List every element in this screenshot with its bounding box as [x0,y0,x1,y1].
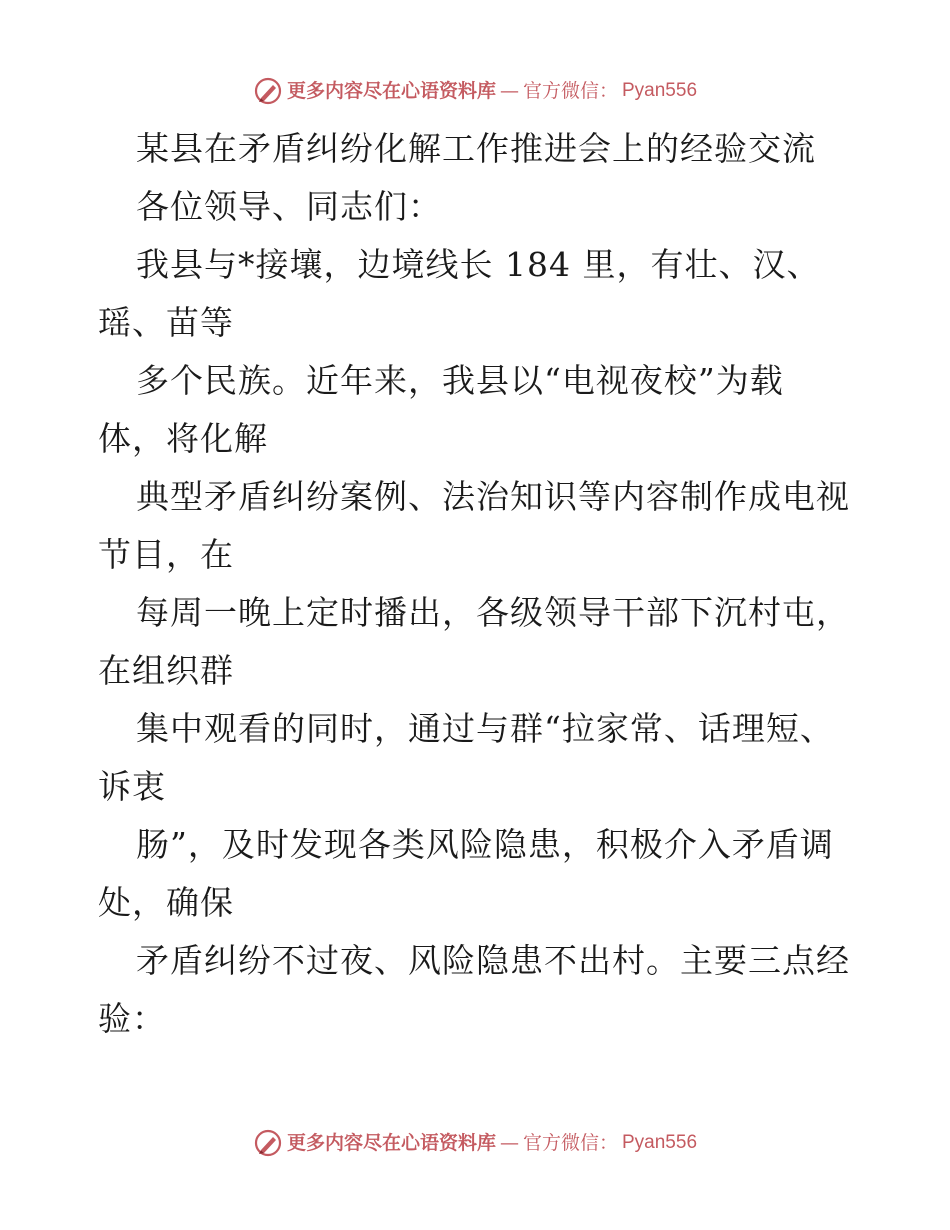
body-line: 多个民族。近年来，我县以“电视夜校”为载 [136,361,784,400]
body-line: 体，将化解 [98,419,268,458]
watermark-wechat-id: Pyan556 [622,1132,698,1153]
body-line: 集中观看的同时，通过与群“拉家常、话理短、 [136,709,834,748]
watermark-main-text: 更多内容尽在心语资料库 [286,80,496,102]
body-line: 我县与*接壤，边境线长 184 里，有壮、汉、 [136,245,821,284]
body-line: 矛盾纠纷不过夜、风险隐患不出村。主要三点经 [136,941,850,980]
body-line: 处，确保 [98,883,234,922]
watermark-dash: — [499,1132,519,1154]
watermark-main-text: 更多内容尽在心语资料库 [286,1132,496,1154]
body-line: 每周一晚上定时播出，各级领导干部下沉村屯， [136,593,850,632]
logo-pen-icon [253,1128,283,1158]
body-line: 在组织群 [98,651,234,690]
body-line: 肠”，及时发现各类风险隐患，积极介入矛盾调 [136,825,834,864]
body-line: 诉衷 [98,767,166,806]
watermark-wechat-id: Pyan556 [622,80,698,101]
body-line: 验： [98,999,166,1038]
body-line: 典型矛盾纠纷案例、法治知识等内容制作成电视 [136,477,850,516]
header-watermark [0,76,950,106]
footer-watermark [0,1128,950,1158]
watermark-wechat-label: 官方微信： [522,1132,618,1154]
document-title: 某县在矛盾纠纷化解工作推进会上的经验交流 [136,129,816,168]
body-line: 瑶、苗等 [98,303,234,342]
document-body [98,120,858,1048]
logo-pen-icon [253,76,283,106]
body-line: 节目，在 [98,535,234,574]
watermark-wechat-label: 官方微信： [522,80,618,102]
salutation: 各位领导、同志们： [136,187,442,226]
watermark-dash: — [499,80,519,102]
